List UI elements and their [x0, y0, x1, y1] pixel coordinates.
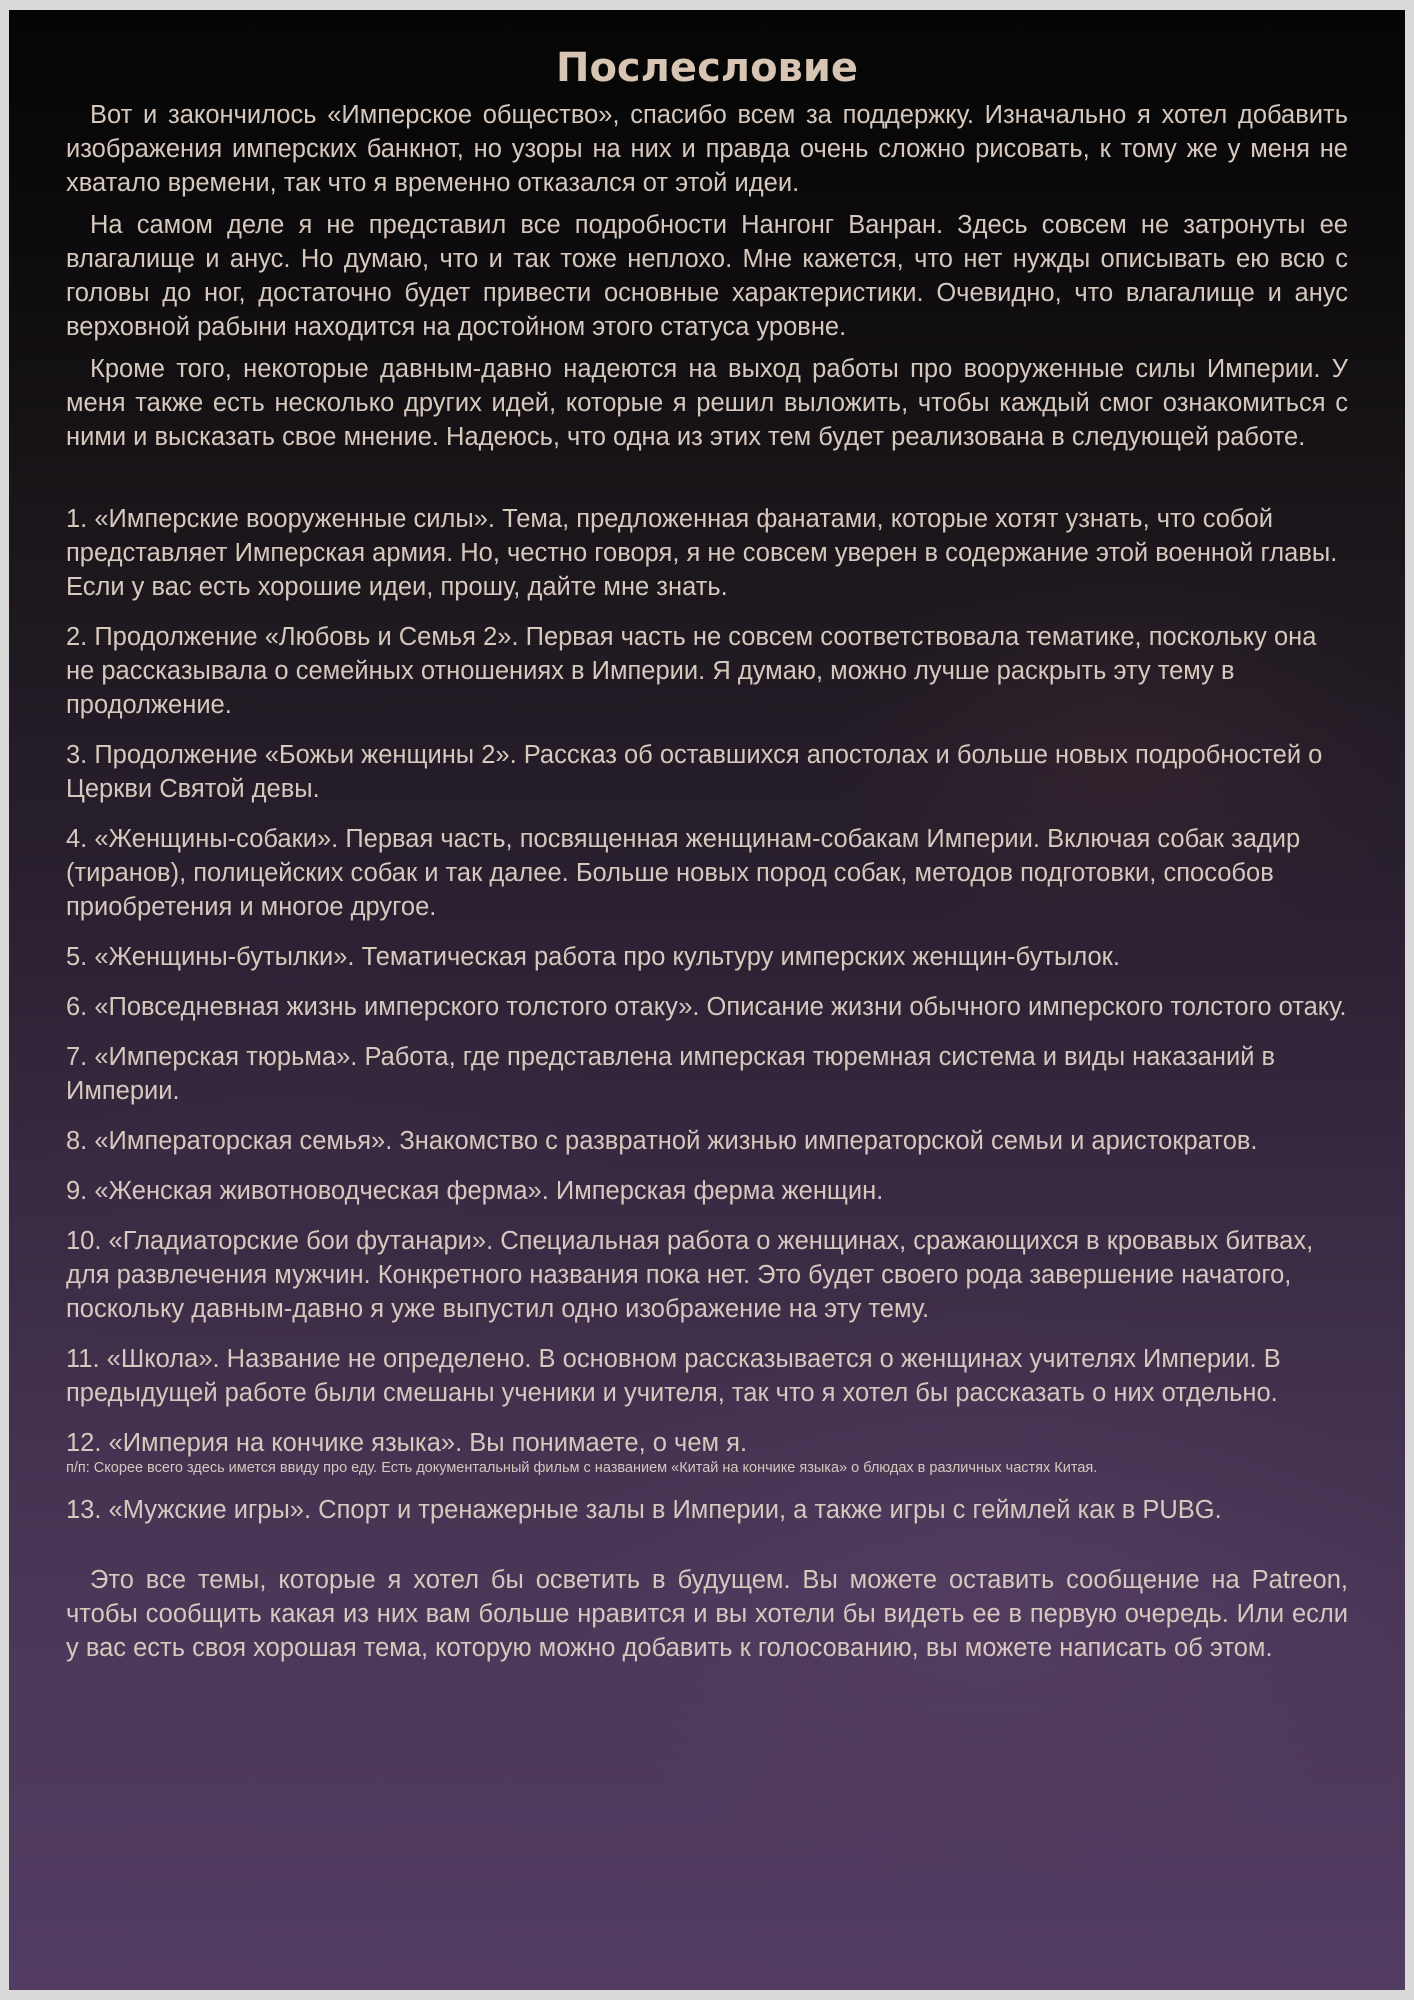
intro-paragraph-1: Вот и закончилось «Имперское общество», спасибо всем за поддержку. Изначально я хотел добавить изображения имперских банкнот, но узоры на них и правда очень сложно рисовать, к тому же у меня не хватало времени, так что я временно отказался от этой идеи.: [66, 101, 1348, 197]
translator-note: п/п: Скорее всего здесь имется ввиду про еду. Есть документальный фильм с названием «Китай на кончике языка» о блюдах в различных частях Китая.: [66, 1460, 1098, 1476]
page: [9, 10, 1405, 1990]
list-item-1: 1. «Имперские вооруженные силы». Тема, предложенная фанатами, которые хотят узнать, что собой представляет Имперская армия. Но, честно говоря, я не совсем уверен в содержание этой военной главы. Если у вас есть хорошие идеи, прошу, дайте мне знать.: [66, 505, 1338, 601]
list-item-4: 4. «Женщины-собаки». Первая часть, посвященная женщинам-собакам Империи. Включая собак задир (тиранов), полицейских собак и так далее. Больше новых пород собак, методов подготовки, способов приобретения и многое другое.: [66, 825, 1301, 921]
list-item-6: 6. «Повседневная жизнь имперского толстого отаку». Описание жизни обычного имперского толстого отаку.: [66, 993, 1347, 1021]
outro-section: [66, 1563, 1348, 1665]
outro-paragraph: Это все темы, которые я хотел бы осветить в будущем. Вы можете оставить сообщение на Patreon, чтобы сообщить какая из них вам больше нравится и вы хотели бы видеть ее в первую очередь. Или если у вас есть своя хорошая тема, которую можно добавить к голосованию, вы можете написать об этом.: [66, 1566, 1348, 1662]
list-item-8: 8. «Императорская семья». Знакомство с развратной жизнью императорской семьи и аристократов.: [66, 1127, 1258, 1155]
page-title: Послесловие: [555, 45, 859, 91]
list-item-13: 13. «Мужские игры». Спорт и тренажерные залы в Империи, а также игры с геймлей как в PUBG.: [66, 1496, 1222, 1524]
list-item-10: 10. «Гладиаторские бои футанари». Специальная работа о женщинах, сражающихся в кровавых битвах, для развлечения мужчин. Конкретного названия пока нет. Это будет своего рода завершение начатого, поскольку давным-давно я уже выпустил одно изображение на эту тему.: [66, 1227, 1314, 1323]
intro-section: [66, 98, 1348, 454]
list-item-12-text: 12. «Империя на кончике языка». Вы понимаете, о чем я.: [66, 1429, 748, 1457]
list-item-9: 9. «Женская животноводческая ферма». Имперская ферма женщин.: [66, 1177, 884, 1205]
list-item-5: 5. «Женщины-бутылки». Тематическая работа про культуру имперских женщин-бутылок.: [66, 943, 1120, 971]
list-item-2: 2. Продолжение «Любовь и Семья 2». Первая часть не совсем соответствовала тематике, поскольку она не рассказывала о семейных отношениях в Империи. Я думаю, можно лучше раскрыть эту тему в продолжение.: [66, 623, 1317, 719]
intro-paragraph-3: Кроме того, некоторые давным-давно надеются на выход работы про вооруженные силы Империи. У меня также есть несколько других идей, которые я решил выложить, чтобы каждый смог ознакомиться с ними и высказать свое мнение. Надеюсь, что одна из этих тем будет реализована в следующей работе.: [66, 355, 1348, 451]
topic-list: [66, 502, 1348, 1527]
list-item-7: 7. «Имперская тюрьма». Работа, где представлена имперская тюремная система и виды наказаний в Империи.: [66, 1043, 1276, 1105]
list-item-11: 11. «Школа». Название не определено. В основном рассказывается о женщинах учителях Империи. В предыдущей работе были смешаны ученики и учителя, так что я хотел бы рассказать о них отдельно.: [66, 1345, 1281, 1407]
list-item-12: [66, 1426, 1348, 1477]
intro-paragraph-2: На самом деле я не представил все подробности Нангонг Ванран. Здесь совсем не затронуты ее влагалище и анус. Но думаю, что и так тоже неплохо. Мне кажется, что нет нужды описывать ею всю с головы до ног, достаточно будет привести основные характеристики. Очевидно, что влагалище и анус верховной рабыни находится на достойном этого статуса уровне.: [66, 211, 1348, 341]
document-body: [66, 42, 1348, 1673]
list-item-3: 3. Продолжение «Божьи женщины 2». Рассказ об оставшихся апостолах и больше новых подробностей о Церкви Святой девы.: [66, 741, 1323, 803]
